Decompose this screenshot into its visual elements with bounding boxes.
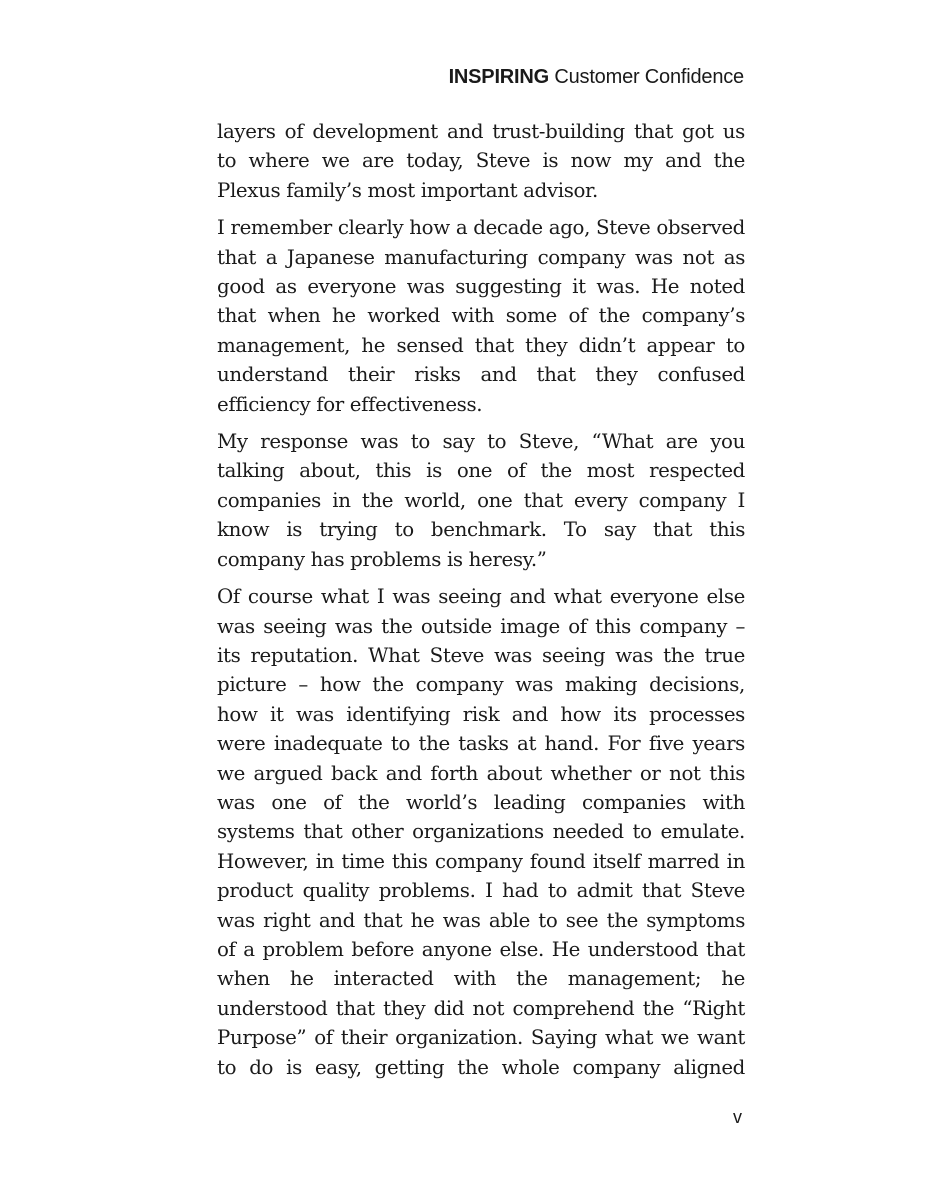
paragraph-1: layers of development and trust-building that got us to where we are today, Steve is now my and the Plexus family’s most important advisor.	[217, 120, 745, 202]
running-header-title: Customer Confidence	[549, 66, 744, 88]
body-text	[217, 117, 745, 1090]
running-header	[449, 63, 744, 91]
paragraph-4: Of course what I was seeing and what everyone else was seeing was the outside image of this company – its reputation. What Steve was seeing was the true picture – how the company was making decisions, how it was identifying risk and how its processes were inadequate to the tasks at hand. For five years we argued back and forth about whether or not this was one of the world’s leading companies with systems that other organizations needed to emulate. However, in time this company found itself marred in product quality problems. I had to admit that Steve was right and that he was able to see the symptoms of a problem before anyone else. He understood that when he interacted with the management; he understood that they did not comprehend the “Right Purpose” of their organization. Saying what we want to do is easy, getting the whole company aligned	[217, 585, 745, 1079]
paragraph-2: I remember clearly how a decade ago, Steve observed that a Japanese manufacturing company was not as good as everyone was suggesting it was. He noted that when he worked with some of the company’s management, he sensed that they didn’t appear to understand their risks and that they confused efficiency for effectiveness.	[217, 216, 745, 416]
paragraph-3: My response was to say to Steve, “What are you talking about, this is one of the most respected companies in the world, one that every company I know is trying to benchmark. To say that this company has problems is heresy.”	[217, 430, 745, 571]
page-number: v	[733, 1107, 742, 1127]
running-header-bold: INSPIRING	[448, 66, 549, 88]
